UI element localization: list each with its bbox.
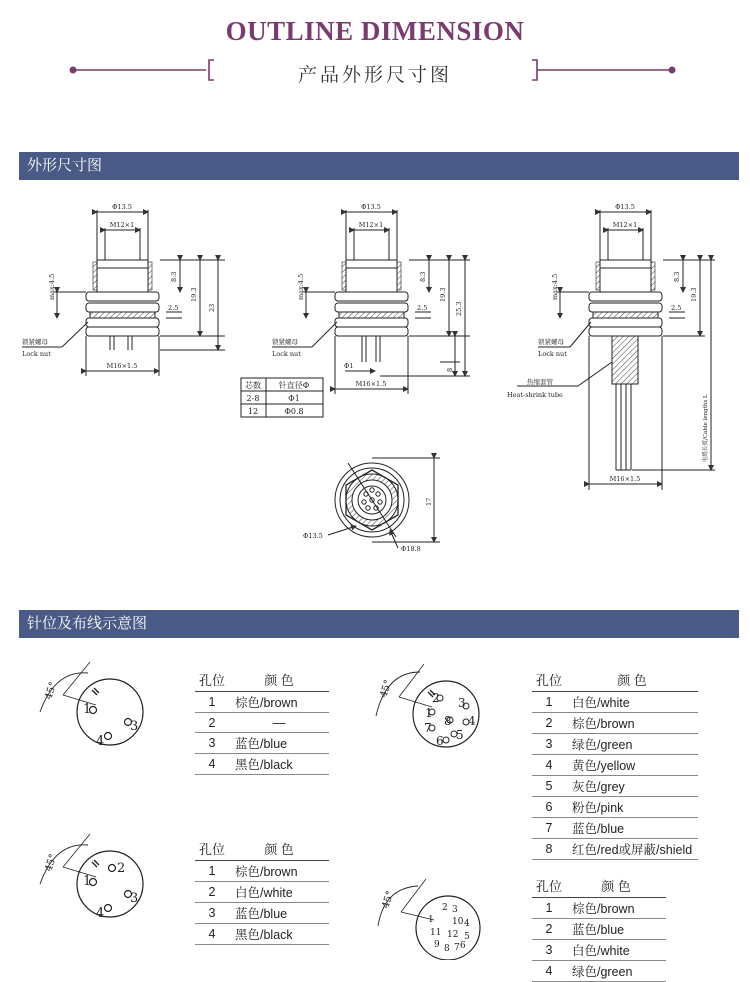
pin-4b-3: 3 <box>130 891 139 906</box>
pin-4a-4: 4 <box>96 734 105 749</box>
table-header-color: 颜 色 <box>566 668 698 692</box>
pin-8-3: 3 <box>458 696 466 710</box>
table-header-pos: 孔位 <box>195 668 229 692</box>
table-row: 1 棕色/brown <box>195 692 329 713</box>
small-table-h2: 针直径Φ <box>278 381 310 390</box>
dim-max45: max:4.5 <box>48 273 56 300</box>
pin-4a-1: 1 <box>83 702 92 717</box>
table-row: 3 白色/white <box>532 940 666 961</box>
table-row: 2 棕色/brown <box>532 713 698 734</box>
dim-d13-5-b: Φ13.5 <box>361 203 381 211</box>
table-header-pos: 孔位 <box>532 668 566 692</box>
dim-m16-c: M16×1.5 <box>609 475 641 483</box>
table-row: 1 棕色/brown <box>532 898 666 919</box>
table-row: 4 黑色/black <box>195 754 329 775</box>
pin-8-2: 2 <box>432 691 440 705</box>
pin-12-7: 7 <box>454 943 460 953</box>
pin-12-9: 9 <box>434 940 440 950</box>
dim-19-3: 19.3 <box>190 287 198 302</box>
dim-2-5-c: 2.5 <box>671 304 682 312</box>
front-view-drawing <box>328 458 440 548</box>
pin-12-6: 6 <box>460 941 466 951</box>
dim-d13-5: Φ13.5 <box>112 203 132 211</box>
angle-label-3: 45° <box>43 852 60 873</box>
angle-label-4: 45° <box>380 889 397 910</box>
table-row: 6 粉色/pink <box>532 797 698 818</box>
pin-12-1: 1 <box>428 915 434 925</box>
color-table-1 <box>195 668 329 775</box>
dim-8-3: 8.3 <box>170 271 178 282</box>
pin-4b-4: 4 <box>96 906 105 921</box>
table-row: 2 蓝色/blue <box>532 919 666 940</box>
table-row: 7 蓝色/blue <box>532 818 698 839</box>
pin-12-4: 4 <box>464 919 470 929</box>
small-table-r1c2: Φ1 <box>288 394 300 403</box>
table-header-color: 颜 色 <box>229 668 329 692</box>
angle-label-2: 45° <box>378 678 395 699</box>
pin-12-11: 11 <box>430 928 442 938</box>
lock-nut-cn-b: 锁紧螺母 <box>272 338 298 346</box>
small-table-r2c1: 12 <box>247 407 259 416</box>
pin-12-8: 8 <box>444 944 450 954</box>
color-table-3 <box>195 837 329 945</box>
cable-length-label: 电缆长度/Cable lengths L <box>703 394 709 462</box>
pin-12-12: 12 <box>447 930 459 940</box>
pin-diagram-4a <box>40 662 143 745</box>
table-row: 3 蓝色/blue <box>195 733 329 754</box>
pin-8-1: 1 <box>425 706 433 720</box>
angle-label-1: 45° <box>43 680 60 701</box>
pin-4a-3: 3 <box>130 719 139 734</box>
dim-max45-b: max:4.5 <box>297 273 305 300</box>
small-table-h1: 芯数 <box>245 381 261 390</box>
pin-8-6: 6 <box>436 734 444 748</box>
table-row: 8 红色/red或屏蔽/shield <box>532 839 698 860</box>
small-table-r1c1: 2-8 <box>246 394 260 403</box>
lock-nut-en-b: Lock nut <box>272 350 301 358</box>
lock-nut-en: Lock nut <box>22 350 51 358</box>
heat-shrink-en: Heat-shrink tube <box>507 391 563 399</box>
section-bar-outline: 外形尺寸图 <box>19 152 739 180</box>
dim-m16: M16×1.5 <box>106 362 138 370</box>
pin-12-10: 10 <box>452 917 464 927</box>
dim-17: 17 <box>425 497 433 506</box>
dim-19-3-b: 19.3 <box>439 287 447 302</box>
dim-m12: M12×1 <box>109 221 135 229</box>
table-header-pos: 孔位 <box>532 874 566 898</box>
dim-2-5: 2.5 <box>168 304 179 312</box>
outline-drawings <box>0 190 750 600</box>
table-header-color: 颜 色 <box>566 874 666 898</box>
color-table-4 <box>532 874 666 982</box>
dim-m12-b: M12×1 <box>358 221 384 229</box>
dim-d13-5-c: Φ13.5 <box>615 203 635 211</box>
pin-diagram-4b <box>40 834 143 917</box>
dim-front-d18-8: Φ18.8 <box>401 545 421 553</box>
pin-4b-2: 2 <box>117 861 126 876</box>
heat-shrink-cn: 热缩套管 <box>527 378 553 386</box>
table-row: 1 白色/white <box>532 692 698 713</box>
table-row: 5 灰色/grey <box>532 776 698 797</box>
page-title: OUTLINE DIMENSION <box>225 16 525 46</box>
table-row: 4 黄色/yellow <box>532 755 698 776</box>
dim-8-3-b: 8.3 <box>419 271 427 282</box>
table-row: 1 棕色/brown <box>195 861 329 882</box>
table-row: 2 — <box>195 713 329 733</box>
pin-4b-1: 1 <box>83 874 92 889</box>
dim-m12-c: M12×1 <box>612 221 638 229</box>
pin-12-5: 5 <box>464 932 470 942</box>
table-row: 3 蓝色/blue <box>195 903 329 924</box>
pin-12-2: 2 <box>442 903 448 913</box>
dim-d1: Φ1 <box>344 362 354 370</box>
pin-8-5: 5 <box>456 728 464 742</box>
small-table-r2c2: Φ0.8 <box>284 407 304 416</box>
dim-23: 23 <box>208 303 216 312</box>
dim-8: 8 <box>446 367 454 372</box>
dim-2-5-b: 2.5 <box>417 304 428 312</box>
table-header-color: 颜 色 <box>229 837 329 861</box>
pin-8-4: 4 <box>468 714 476 728</box>
dim-19-3-c: 19.3 <box>690 287 698 302</box>
table-header-pos: 孔位 <box>195 837 229 861</box>
lock-nut-en-c: Lock nut <box>538 350 567 358</box>
dim-m16-b: M16×1.5 <box>355 380 387 388</box>
section-bar-pinout: 针位及布线示意图 <box>19 610 739 638</box>
table-row: 3 绿色/green <box>532 734 698 755</box>
table-row: 4 黑色/black <box>195 924 329 945</box>
pin-12-3: 3 <box>452 905 458 915</box>
dim-max45-c: max:4.5 <box>551 273 559 300</box>
color-table-2 <box>532 668 698 860</box>
pin-8-8: 8 <box>444 714 452 728</box>
dim-8-3-c: 8.3 <box>673 271 681 282</box>
lock-nut-cn-c: 锁紧螺母 <box>538 338 564 346</box>
pin-8-7: 7 <box>424 721 432 735</box>
lock-nut-cn: 锁紧螺母 <box>22 338 48 346</box>
dim-25-3: 25.3 <box>455 301 463 316</box>
table-row: 2 白色/white <box>195 882 329 903</box>
table-row: 4 绿色/green <box>532 961 666 982</box>
dim-front-d13-5: Φ13.5 <box>303 532 323 540</box>
page-subtitle: 产品外形尺寸图 <box>297 64 452 86</box>
